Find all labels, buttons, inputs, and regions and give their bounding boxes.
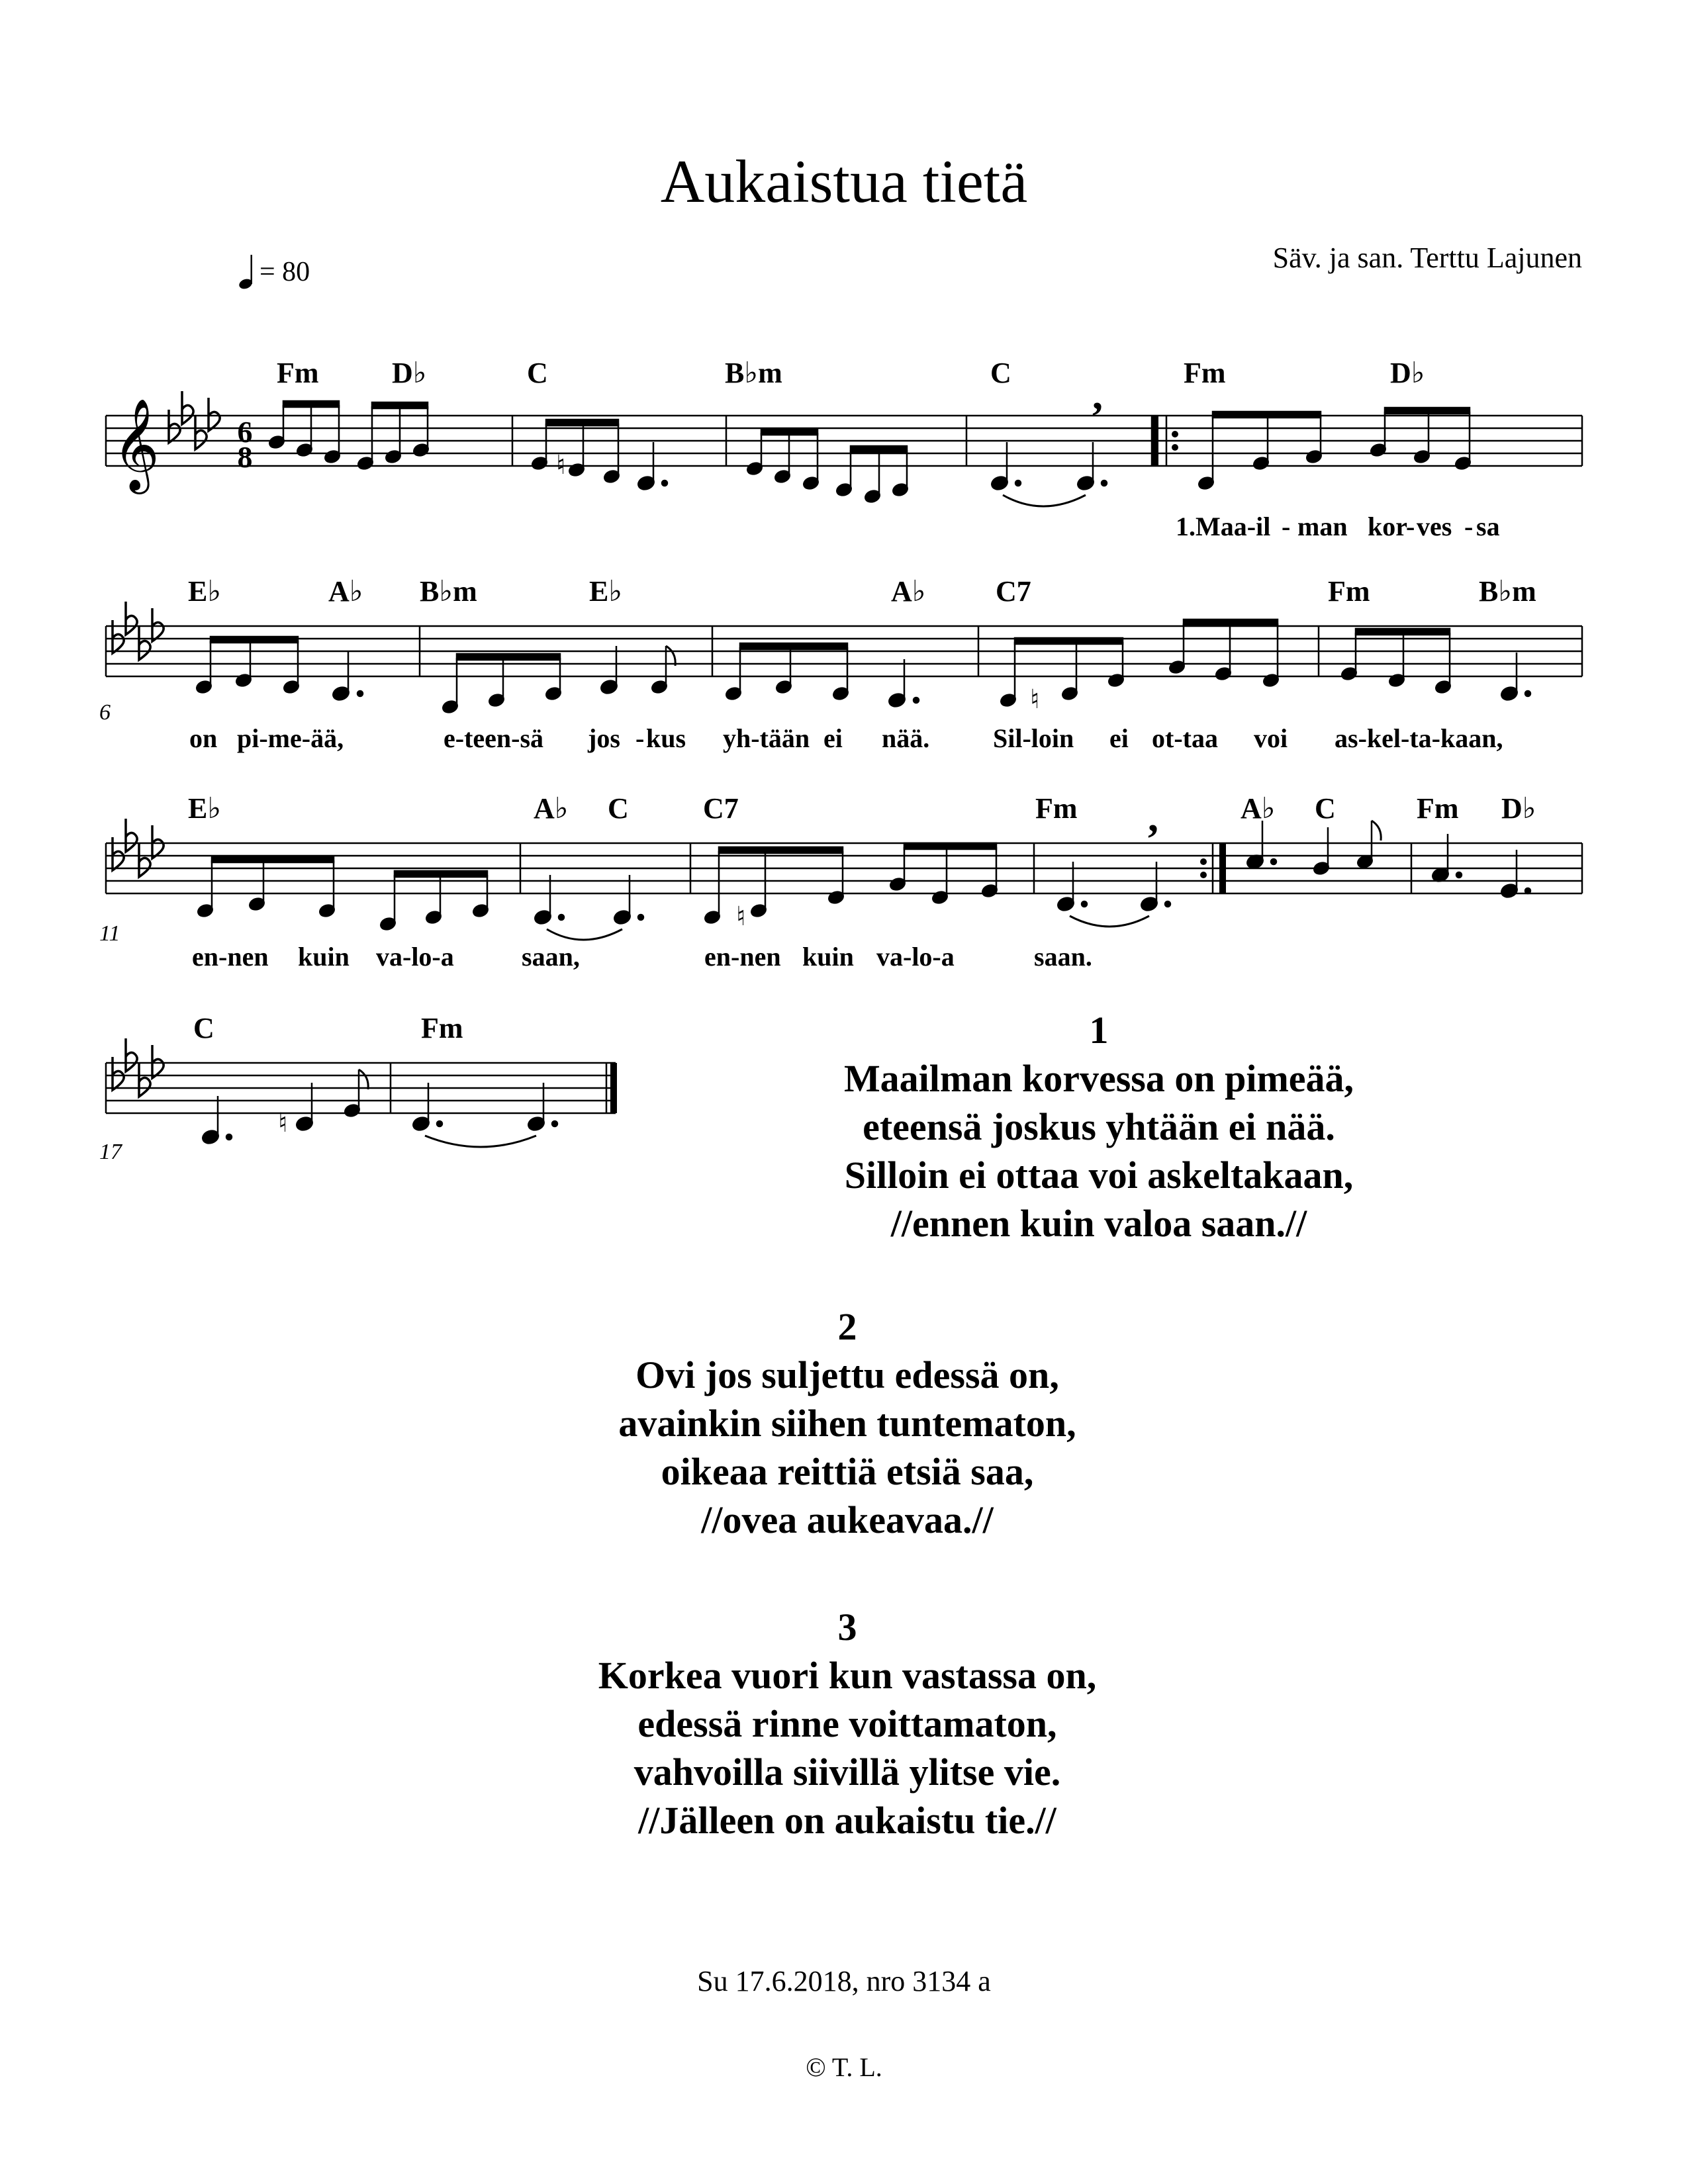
lyric-syllable: nää. — [882, 723, 930, 753]
verse-number: 1 — [1089, 1009, 1109, 1052]
lyric-syllable: saan, — [522, 942, 580, 972]
chord-symbol: E♭ — [188, 575, 222, 608]
verse-3 — [410, 1603, 1284, 1844]
lyric-syllable: kus — [646, 723, 686, 753]
chord-symbol: B♭m — [725, 357, 782, 389]
chord-symbol: D♭ — [392, 357, 427, 389]
staff-system-4 — [106, 1038, 617, 1147]
lyric-syllable: saan. — [1034, 942, 1092, 972]
lyric-syllable: va-lo-a — [876, 942, 955, 972]
verse-line: Silloin ei ottaa voi askeltakaan, — [844, 1154, 1354, 1197]
chord-symbol: A♭ — [1241, 792, 1276, 825]
verse-line: vahvoilla siivillä ylitse vie. — [633, 1751, 1061, 1794]
svg-text:8: 8 — [237, 440, 253, 474]
lyric-syllable: 1.Maa-il — [1176, 512, 1271, 541]
lyric-syllable: jos — [588, 723, 620, 753]
lyric-syllable: ves — [1417, 512, 1452, 541]
chord-symbol: C — [193, 1012, 214, 1044]
chord-symbol: E♭ — [589, 575, 623, 608]
staff-system-3 — [106, 794, 1582, 940]
staff-system-2 — [106, 602, 1582, 715]
lyric-syllable: en-nen — [192, 942, 269, 972]
chord-symbol: C7 — [703, 792, 739, 825]
chord-symbol: A♭ — [534, 792, 569, 825]
tempo-value: = 80 — [259, 257, 310, 287]
measure-number-11: 11 — [99, 921, 120, 946]
chord-symbol: C — [990, 357, 1011, 389]
chord-symbol: C — [1315, 792, 1336, 825]
lyric-syllable: - — [635, 723, 645, 753]
verse-line: edessä rinne voittamaton, — [637, 1702, 1057, 1745]
verse-line: Ovi jos suljettu edessä on, — [635, 1353, 1059, 1396]
verse-line: //ennen kuin valoa saan.// — [890, 1202, 1307, 1245]
lyric-syllable: on — [189, 723, 218, 753]
svg-text:,: , — [1148, 794, 1158, 841]
chord-symbol: A♭ — [328, 575, 363, 608]
chord-symbol: D♭ — [1501, 792, 1536, 825]
lyric-syllable: ot-taa — [1152, 723, 1218, 753]
verse-line: Maailman korvessa on pimeää, — [843, 1057, 1354, 1100]
song-title: Aukaistua tietä — [660, 148, 1028, 215]
verse-2 — [410, 1302, 1284, 1544]
lyric-syllable: e-teen-sä — [444, 723, 544, 753]
chord-symbol: Fm — [421, 1012, 463, 1044]
copyright-notice: © T. L. — [806, 2052, 882, 2082]
lyric-syllable: voi — [1254, 723, 1288, 753]
chord-symbol: E♭ — [188, 792, 222, 825]
treble-clef-icon: 𝄞 — [113, 398, 160, 490]
chord-symbol: Fm — [1417, 792, 1459, 825]
svg-text:♮: ♮ — [736, 901, 746, 932]
chord-symbol: C — [608, 792, 629, 825]
lyric-syllable: yh-tään — [723, 723, 810, 753]
chord-symbol: Fm — [1184, 357, 1226, 389]
measure-number-17: 17 — [99, 1140, 122, 1164]
verse-line: //ovea aukeavaa.// — [701, 1498, 994, 1541]
svg-text:,: , — [1092, 371, 1103, 418]
svg-text:♮: ♮ — [556, 450, 566, 480]
chord-symbol: D♭ — [1390, 357, 1425, 389]
lyric-syllable: as-kel-ta-kaan, — [1335, 723, 1503, 753]
lyric-syllable: en-nen — [704, 942, 781, 972]
lyric-syllable: kor — [1368, 512, 1407, 541]
chord-symbol: C7 — [996, 575, 1031, 608]
verse-line: avainkin siihen tuntematon, — [618, 1402, 1076, 1445]
lyric-syllable: - — [1406, 512, 1415, 541]
chord-symbol: Fm — [277, 357, 319, 389]
lyric-syllable: - — [1282, 512, 1291, 541]
lyric-syllable: kuin — [802, 942, 854, 972]
verse-line: Korkea vuori kun vastassa on, — [598, 1654, 1097, 1697]
chord-symbol: C — [527, 357, 548, 389]
chord-symbol: B♭m — [1479, 575, 1536, 608]
lyric-syllable: kuin — [298, 942, 350, 972]
verse-number: 2 — [837, 1305, 857, 1348]
chord-symbol: Fm — [1328, 575, 1370, 608]
verse-1 — [662, 1006, 1536, 1248]
verse-line: eteensä joskus yhtään ei nää. — [863, 1105, 1335, 1148]
verse-line: oikeaa reittiä etsiä saa, — [661, 1450, 1034, 1493]
verse-line: //Jälleen on aukaistu tie.// — [638, 1799, 1056, 1842]
lyric-syllable: ei — [823, 723, 843, 753]
svg-text:♮: ♮ — [278, 1108, 288, 1138]
verse-number: 3 — [837, 1606, 857, 1649]
lyric-syllable: va-lo-a — [376, 942, 454, 972]
lyric-syllable: man — [1297, 512, 1348, 541]
chord-symbol: A♭ — [891, 575, 926, 608]
svg-text:6: 6 — [237, 415, 253, 449]
lyric-syllable: Sil-loin — [993, 723, 1074, 753]
svg-text:♮: ♮ — [1030, 684, 1040, 715]
footer-date: Su 17.6.2018, nro 3134 a — [697, 1965, 991, 1997]
chord-symbol: B♭m — [420, 575, 477, 608]
lyric-syllable: - — [1464, 512, 1474, 541]
measure-number-6: 6 — [99, 700, 111, 725]
lyric-syllable: pi-me-ää, — [237, 723, 344, 753]
staff-system-1 — [106, 371, 1582, 506]
lyric-syllable: ei — [1109, 723, 1129, 753]
composer-credit: Säv. ja san. Terttu Lajunen — [1272, 242, 1582, 274]
chord-symbol: Fm — [1035, 792, 1078, 825]
lyric-syllable: sa — [1476, 512, 1500, 541]
